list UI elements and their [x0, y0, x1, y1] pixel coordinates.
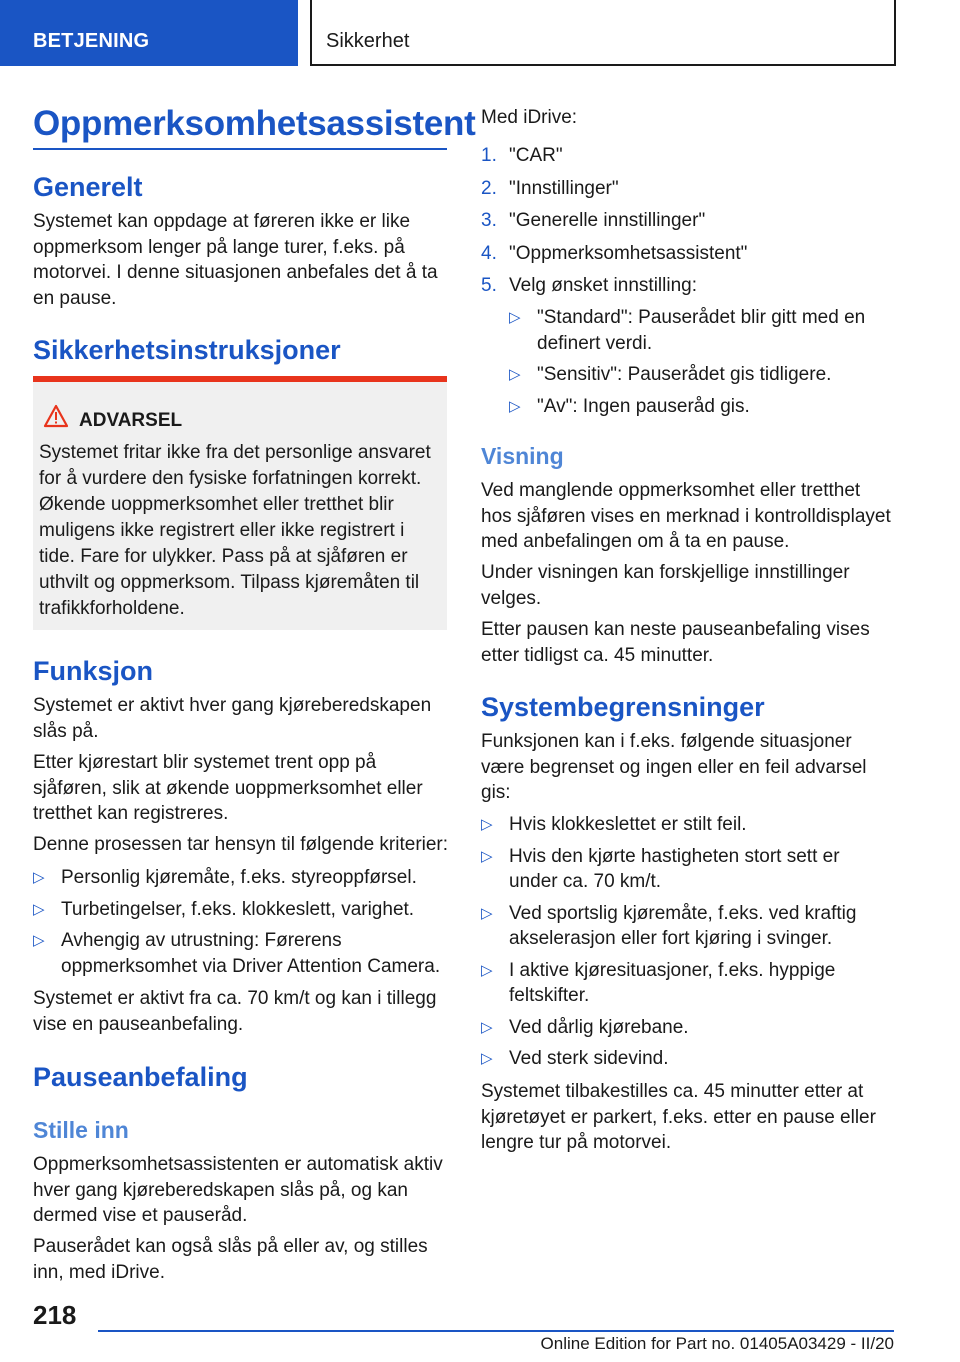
header-rule	[310, 64, 896, 66]
page-number: 218	[33, 1300, 77, 1330]
list-item: ▷ Ved dårlig kjørebane.	[481, 1015, 893, 1041]
triangle-bullet-icon: ▷	[481, 816, 493, 833]
section-tab	[0, 0, 298, 66]
heading-visning: Visning	[481, 443, 564, 469]
list-item: ▷ Hvis klokkeslettet er stilt feil.	[481, 812, 893, 838]
list-item: 4. "Oppmerksomhetsassistent"	[481, 242, 748, 264]
triangle-bullet-icon: ▷	[481, 961, 493, 979]
warning-label: ADVARSEL	[79, 410, 183, 431]
list-item: ▷ "Sensitiv": Pauserådet gis tidligere.	[509, 362, 893, 388]
list-item: 5. Velg ønsket innstilling:	[481, 275, 697, 296]
steps-list	[481, 143, 893, 306]
heading-funksjon: Funksjon	[33, 656, 153, 686]
paragraph-stille-2: Pauserådet kan også slås på eller av, og stilles inn, med iDrive.	[33, 1236, 428, 1283]
title-rule	[33, 148, 447, 150]
heading-pauseanbefaling: Pauseanbefaling	[33, 1062, 248, 1092]
paragraph-visning-1: Ved manglende oppmerksomhet eller tretthet hos sjåføren vises en merknad i kontrolldisplayet med anbefalingen om å ta en pause.	[481, 480, 891, 552]
header-end-divider	[894, 0, 896, 66]
paragraph-begrens-intro: Funksjonen kan i f.eks. følgende situasjoner være begrenset og ingen eller en feil advarsel gis:	[481, 731, 867, 803]
triangle-bullet-icon: ▷	[509, 309, 521, 326]
section-label: BETJENING	[33, 30, 150, 52]
list-item: ▷ Personlig kjøremåte, f.eks. styreoppførsel.	[33, 865, 447, 891]
list-item: ▷ Avhengig av utrustning: Førerens oppmerksomhet via Driver Attention Camera.	[33, 930, 441, 977]
paragraph-visning-2: Under visningen kan forskjellige innstillinger velges.	[481, 562, 850, 609]
triangle-bullet-icon: ▷	[33, 869, 45, 886]
triangle-bullet-icon: ▷	[33, 932, 45, 949]
list-item: ▷ Turbetingelser, f.eks. klokkeslett, varighet.	[33, 897, 447, 923]
triangle-bullet-icon: ▷	[481, 847, 493, 865]
warning-box	[33, 376, 447, 630]
warning-triangle-icon	[43, 404, 69, 428]
paragraph-idrive-intro: Med iDrive:	[481, 107, 578, 128]
triangle-bullet-icon: ▷	[481, 1018, 493, 1036]
list-item: ▷ Ved sportslig kjøremåte, f.eks. ved kraftig akselerasjon eller fort kjøring i svinger.	[481, 902, 857, 949]
list-item: 2. "Innstillinger"	[481, 177, 619, 199]
list-item: ▷ Ved sterk sidevind.	[481, 1046, 893, 1072]
paragraph-visning-3: Etter pausen kan neste pauseanbefaling vises etter tidligst ca. 45 minutter.	[481, 619, 870, 666]
heading-stille-inn: Stille inn	[33, 1117, 129, 1143]
triangle-bullet-icon: ▷	[481, 1050, 493, 1067]
footer-rule	[98, 1330, 894, 1332]
header-divider	[310, 0, 312, 66]
triangle-bullet-icon: ▷	[509, 366, 521, 383]
paragraph-stille-1: Oppmerksomhetsassistenten er automatisk aktiv hver gang kjøreberedskapen slås på, og kan dermed vise et pauseråd.	[33, 1154, 443, 1226]
warning-text: Systemet fritar ikke fra det personlige ansvaret for å vurdere den fysiske forfatningen korrekt. Økende uoppmerksomhet eller tretthet blir muligens ikke registrert eller ikke registrert i tide. Fare for ulykker. Pass på at sjåføren er uthvilt og oppmerksom. Tilpass kjøremåten til trafikkforholdene.	[39, 442, 431, 619]
paragraph-funksjon-3: Denne prosessen tar hensyn til følgende kriterier:	[33, 834, 449, 855]
heading-sikkerhet: Sikkerhetsinstruksjoner	[33, 335, 341, 365]
list-item: 3. "Generelle innstillinger"	[481, 210, 706, 231]
limitations-list	[481, 812, 893, 1078]
page-title: Oppmerksomhetsassistent	[33, 104, 476, 143]
list-item: ▷ I aktive kjøresituasjoner, f.eks. hyppige feltskifter.	[481, 959, 836, 1006]
heading-systembegrensninger: Systembegrensninger	[481, 692, 765, 722]
list-item: 1. "CAR"	[481, 145, 563, 166]
list-item: ▷ Hvis den kjørte hastigheten stort sett er under ca. 70 km/t.	[481, 845, 840, 892]
paragraph-funksjon-1: Systemet er aktivt hver gang kjøreberedskapen slås på.	[33, 695, 432, 742]
options-list	[509, 305, 893, 425]
list-item: ▷ "Standard": Pauserådet blir gitt med en definert verdi.	[509, 307, 866, 354]
paragraph-begrens-outro: Systemet tilbakestilles ca. 45 minutter etter at kjøretøyet er parkert, f.eks. etter en pause eller lengre tur på motorvei.	[481, 1081, 876, 1153]
triangle-bullet-icon: ▷	[33, 900, 45, 918]
heading-generelt: Generelt	[33, 172, 143, 202]
triangle-bullet-icon: ▷	[509, 397, 521, 415]
subsection-label: Sikkerhet	[326, 30, 410, 52]
paragraph-generelt: Systemet kan oppdage at føreren ikke er like oppmerksom lenger på lange turer, f.eks. på motorvei. I denne situasjonen anbefales det å ta en pause.	[33, 211, 438, 309]
paragraph-funksjon-4: Systemet er aktivt fra ca. 70 km/t og kan i tillegg vise en pauseanbefaling.	[33, 988, 437, 1035]
criteria-list	[33, 865, 447, 985]
triangle-bullet-icon: ▷	[481, 904, 493, 922]
footer-edition: Online Edition for Part no. 01405A03429 - II/20	[540, 1334, 894, 1353]
paragraph-funksjon-2: Etter kjørestart blir systemet trent opp på sjåføren, slik at økende uoppmerksomhet eller tretthet kan registreres.	[33, 752, 423, 824]
list-item: ▷ "Av": Ingen pauseråd gis.	[509, 394, 893, 420]
